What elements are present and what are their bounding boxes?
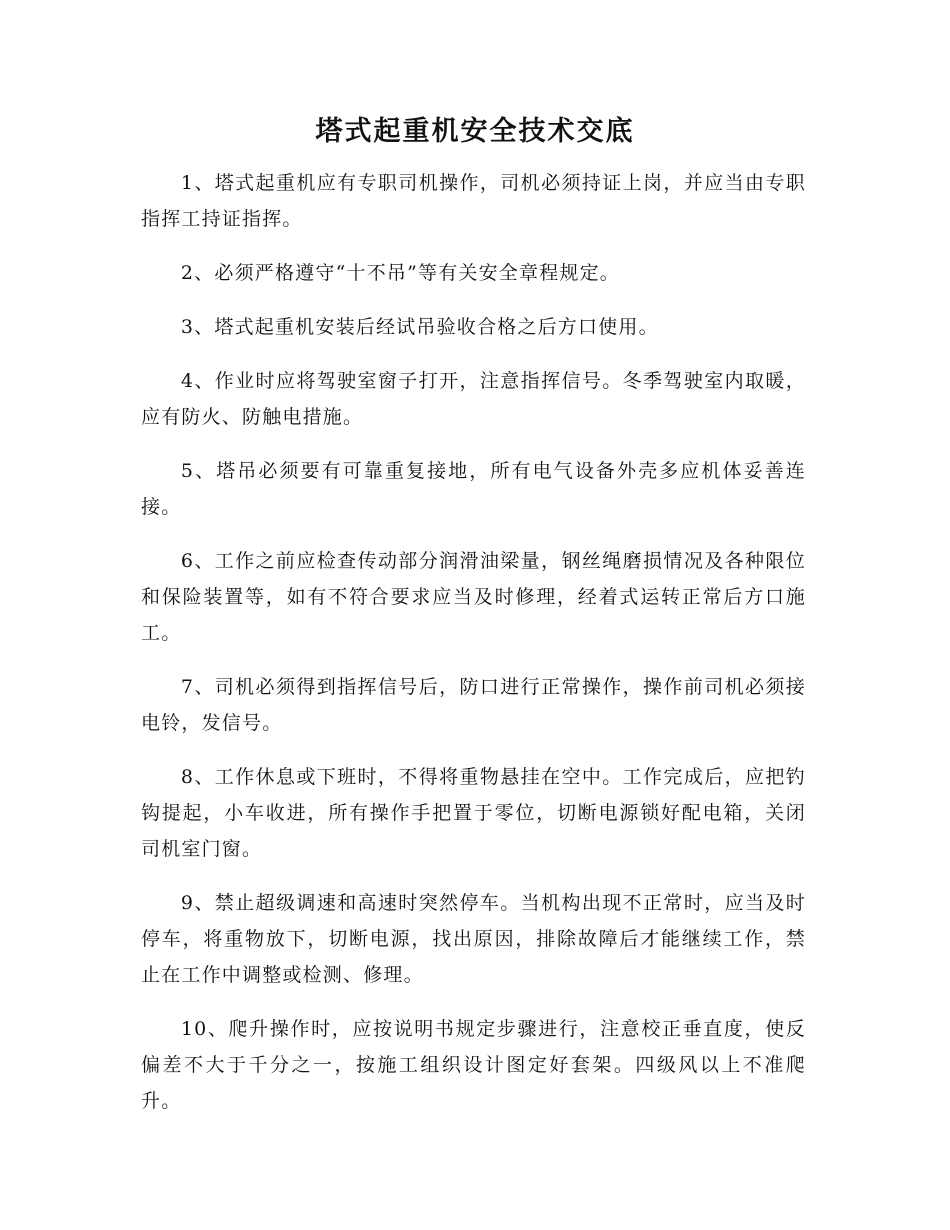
paragraph-9: 9、禁止超级调速和高速时突然停车。当机构出现不正常时，应当及时停车，将重物放下，切断电源，找出原因，排除故障后才能继续工作，禁止在工作中调整或检测、修理。 [141, 892, 806, 986]
document-body [141, 165, 806, 1137]
paragraph-6: 6、工作之前应检查传动部分润滑油梁量，钢丝绳磨损情况及各种限位和保险装置等，如有不符合要求应当及时修理，经着式运转正常后方口施工。 [141, 550, 806, 644]
paragraph-10: 10、爬升操作时，应按说明书规定步骤进行，注意校正垂直度，使反偏差不大于千分之一，按施工组织设计图定好套架。四级风以上不准爬升。 [141, 1018, 806, 1112]
paragraph-1: 1、塔式起重机应有专职司机操作，司机必须持证上岗，并应当由专职指挥工持证指挥。 [141, 172, 806, 230]
paragraph-7: 7、司机必须得到指挥信号后，防口进行正常操作，操作前司机必须接电铃，发信号。 [141, 676, 806, 734]
paragraph-4: 4、作业时应将驾驶室窗子打开，注意指挥信号。冬季驾驶室内取暖，应有防火、防触电措施。 [141, 370, 806, 428]
paragraph-8: 8、工作休息或下班时，不得将重物悬挂在空中。工作完成后，应把钓钩提起，小车收进，所有操作手把置于零位，切断电源锁好配电箱，关闭司机室门窗。 [141, 766, 806, 860]
paragraph-5: 5、塔吊必须要有可靠重复接地，所有电气设备外壳多应机体妥善连接。 [141, 460, 806, 518]
paragraph-3: 3、塔式起重机安装后经试吊验收合格之后方口使用。 [180, 316, 659, 338]
document-title: 塔式起重机安全技术交底 [315, 116, 635, 147]
paragraph-2: 2、必须严格遵守“十不吊”等有关安全章程规定。 [180, 262, 621, 284]
